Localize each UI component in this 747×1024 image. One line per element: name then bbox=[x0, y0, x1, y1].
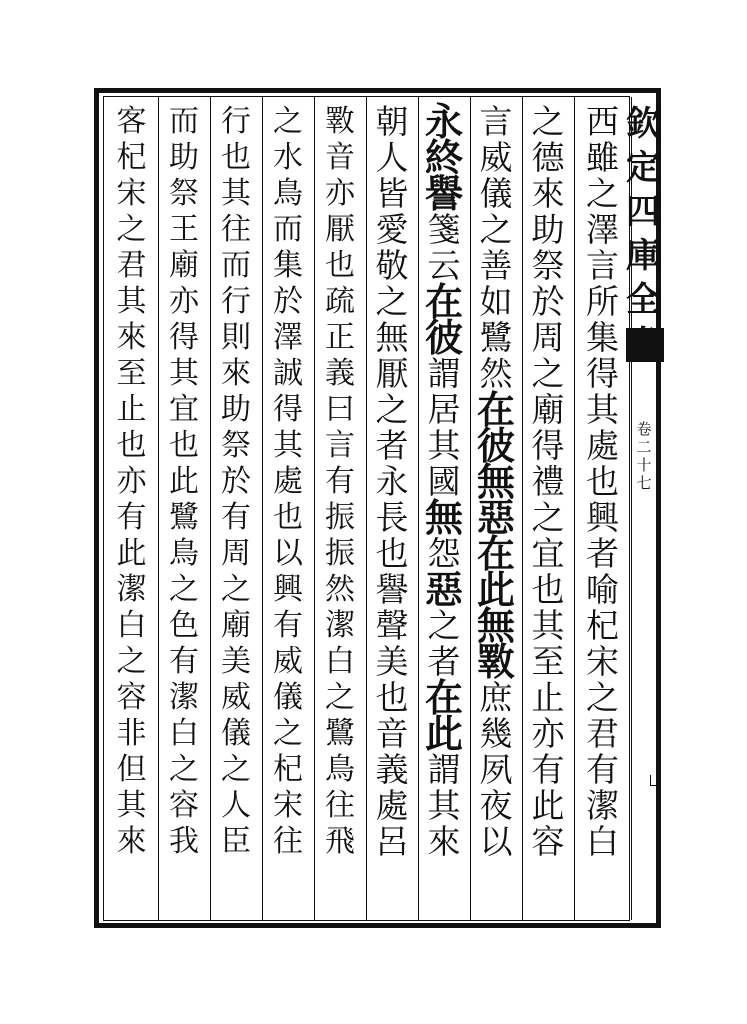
text-char: 來 bbox=[221, 356, 251, 391]
text-char: 客 bbox=[116, 104, 147, 139]
text-char: 有 bbox=[586, 750, 619, 789]
text-char: 周 bbox=[221, 536, 251, 571]
text-column bbox=[418, 99, 470, 914]
text-char: 得 bbox=[586, 354, 619, 393]
text-char: 集 bbox=[273, 248, 303, 283]
text-char: 廟 bbox=[531, 390, 565, 429]
text-char: 在 bbox=[476, 387, 515, 432]
text-char: 潔 bbox=[325, 608, 355, 643]
text-char: 斁 bbox=[325, 104, 355, 139]
text-char: 者 bbox=[427, 642, 461, 681]
text-char: 無 bbox=[476, 603, 515, 648]
text-char: 廟 bbox=[169, 248, 199, 283]
text-char: 興 bbox=[586, 498, 619, 537]
text-char: 水 bbox=[273, 140, 303, 175]
text-char: 無 bbox=[375, 318, 409, 357]
text-char: 行 bbox=[221, 284, 251, 319]
text-char: 彼 bbox=[424, 315, 463, 360]
text-char: 集 bbox=[586, 318, 619, 357]
text-char: 也 bbox=[531, 570, 565, 609]
text-char: 謂 bbox=[427, 354, 461, 393]
text-char: 幾 bbox=[479, 714, 513, 753]
text-char: 善 bbox=[479, 246, 513, 285]
text-column bbox=[366, 104, 418, 914]
text-char: 人 bbox=[375, 138, 409, 177]
text-char: 亦 bbox=[531, 714, 565, 753]
text-char: 其 bbox=[531, 606, 565, 645]
text-char: 儀 bbox=[479, 174, 513, 213]
text-char: 此 bbox=[169, 464, 199, 499]
title-char: 全 bbox=[626, 280, 660, 320]
text-char: 有 bbox=[116, 500, 147, 535]
juan-char: 十 bbox=[636, 456, 652, 474]
text-char: 其 bbox=[116, 788, 147, 823]
text-char: 言 bbox=[479, 102, 513, 141]
text-char: 祭 bbox=[169, 176, 199, 211]
text-char: 鷺 bbox=[169, 500, 199, 535]
text-char: 澤 bbox=[273, 320, 303, 355]
text-char: 西 bbox=[586, 102, 619, 141]
text-char: 以 bbox=[479, 822, 513, 861]
text-char: 之 bbox=[116, 644, 147, 679]
text-char: 而 bbox=[273, 212, 303, 247]
text-char: 疏 bbox=[325, 284, 355, 319]
text-char: 色 bbox=[169, 608, 199, 643]
text-char: 於 bbox=[531, 282, 565, 321]
title-char: 欽 bbox=[626, 104, 660, 144]
text-char: 鳥 bbox=[325, 752, 355, 787]
text-char: 威 bbox=[221, 680, 251, 715]
text-char: 此 bbox=[116, 536, 147, 571]
text-char: 誠 bbox=[273, 356, 303, 391]
text-char: 我 bbox=[169, 824, 199, 859]
text-char: 美 bbox=[221, 644, 251, 679]
text-char: 之 bbox=[531, 102, 565, 141]
text-char: 者 bbox=[586, 534, 619, 573]
text-char: 則 bbox=[221, 320, 251, 355]
text-char: 於 bbox=[221, 464, 251, 499]
text-char: 之 bbox=[169, 752, 199, 787]
text-char: 厭 bbox=[325, 212, 355, 247]
text-char: 行 bbox=[221, 104, 251, 139]
text-char: 白 bbox=[169, 716, 199, 751]
text-char: 之 bbox=[375, 282, 409, 321]
text-char: 惡 bbox=[476, 495, 515, 540]
text-char: 來 bbox=[116, 320, 147, 355]
juan-label bbox=[631, 420, 657, 492]
text-char: 威 bbox=[273, 644, 303, 679]
text-char: 鳥 bbox=[273, 176, 303, 211]
text-char: 以 bbox=[273, 536, 303, 571]
text-char: 威 bbox=[479, 138, 513, 177]
text-char: 也 bbox=[273, 500, 303, 535]
text-char: 之 bbox=[531, 354, 565, 393]
text-column bbox=[470, 104, 522, 914]
text-char: 周 bbox=[531, 318, 565, 357]
text-char: 音 bbox=[375, 714, 409, 753]
text-char: 至 bbox=[116, 356, 147, 391]
text-char: 來 bbox=[427, 822, 461, 861]
text-char: 也 bbox=[325, 248, 355, 283]
text-char: 之 bbox=[221, 572, 251, 607]
text-char: 得 bbox=[531, 426, 565, 465]
text-char: 國 bbox=[427, 462, 461, 501]
text-char: 斁 bbox=[476, 639, 515, 684]
text-char: 君 bbox=[586, 714, 619, 753]
text-char: 也 bbox=[169, 428, 199, 463]
text-char: 鷺 bbox=[325, 716, 355, 751]
text-char: 之 bbox=[273, 716, 303, 751]
text-char: 其 bbox=[427, 426, 461, 465]
text-char: 永 bbox=[375, 462, 409, 501]
text-char: 有 bbox=[325, 464, 355, 499]
text-char: 此 bbox=[476, 567, 515, 612]
text-char: 居 bbox=[427, 390, 461, 429]
text-char: 也 bbox=[375, 678, 409, 717]
text-char: 而 bbox=[221, 248, 251, 283]
text-char: 來 bbox=[116, 824, 147, 859]
text-char: 朝 bbox=[375, 102, 409, 141]
text-char: 長 bbox=[375, 498, 409, 537]
text-char: 白 bbox=[586, 822, 619, 861]
text-char: 王 bbox=[169, 212, 199, 247]
text-char: 有 bbox=[273, 608, 303, 643]
text-char: 義 bbox=[375, 750, 409, 789]
text-char: 祭 bbox=[221, 428, 251, 463]
text-char: 其 bbox=[586, 390, 619, 429]
text-char: 宜 bbox=[169, 392, 199, 427]
text-char: 澤 bbox=[586, 210, 619, 249]
book-title bbox=[620, 102, 666, 366]
text-char: 曰 bbox=[325, 392, 355, 427]
title-char: 定 bbox=[626, 148, 660, 188]
text-char: 容 bbox=[531, 822, 565, 861]
text-char: 之 bbox=[221, 752, 251, 787]
text-char: 庶 bbox=[479, 678, 513, 717]
text-char: 之 bbox=[586, 174, 619, 213]
text-char: 白 bbox=[116, 608, 147, 643]
text-char: 亦 bbox=[169, 284, 199, 319]
text-char: 往 bbox=[273, 824, 303, 859]
juan-char: 二 bbox=[636, 438, 652, 456]
text-char: 其 bbox=[169, 356, 199, 391]
fish-tail-mark bbox=[626, 328, 664, 362]
text-char: 之 bbox=[116, 212, 147, 247]
text-char: 亦 bbox=[325, 176, 355, 211]
margin-mark bbox=[650, 775, 659, 786]
text-char: 夙 bbox=[479, 750, 513, 789]
text-char: 譽 bbox=[424, 171, 463, 216]
text-char: 之 bbox=[325, 680, 355, 715]
text-char: 之 bbox=[375, 390, 409, 429]
text-char: 正 bbox=[325, 320, 355, 355]
text-char: 也 bbox=[375, 534, 409, 573]
text-char: 在 bbox=[424, 675, 463, 720]
text-char: 厭 bbox=[375, 354, 409, 393]
text-char: 杞 bbox=[586, 606, 619, 645]
text-char: 彼 bbox=[476, 423, 515, 468]
text-char: 其 bbox=[116, 284, 147, 319]
text-char: 德 bbox=[531, 138, 565, 177]
text-char: 有 bbox=[221, 500, 251, 535]
text-char: 禮 bbox=[531, 462, 565, 501]
text-char: 其 bbox=[221, 176, 251, 211]
text-char: 終 bbox=[424, 135, 463, 180]
text-char: 也 bbox=[116, 428, 147, 463]
text-char: 容 bbox=[116, 680, 147, 715]
text-char: 然 bbox=[479, 354, 513, 393]
text-char: 也 bbox=[221, 140, 251, 175]
text-char: 在 bbox=[424, 279, 463, 324]
text-char: 此 bbox=[531, 786, 565, 825]
text-char: 振 bbox=[325, 500, 355, 535]
text-char: 助 bbox=[221, 392, 251, 427]
text-char: 往 bbox=[325, 788, 355, 823]
text-char: 往 bbox=[221, 212, 251, 247]
text-char: 無 bbox=[476, 459, 515, 504]
text-char: 之 bbox=[169, 572, 199, 607]
text-char: 鳥 bbox=[169, 536, 199, 571]
text-char: 有 bbox=[531, 750, 565, 789]
text-char: 亦 bbox=[116, 464, 147, 499]
text-char: 飛 bbox=[325, 824, 355, 859]
text-char: 者 bbox=[375, 426, 409, 465]
text-char: 言 bbox=[325, 428, 355, 463]
text-char: 而 bbox=[169, 104, 199, 139]
text-char: 宋 bbox=[273, 788, 303, 823]
text-column bbox=[262, 104, 314, 914]
text-char: 臣 bbox=[221, 824, 251, 859]
text-char: 容 bbox=[169, 788, 199, 823]
text-char: 之 bbox=[273, 104, 303, 139]
text-char: 所 bbox=[586, 282, 619, 321]
text-char: 怨 bbox=[427, 534, 461, 573]
text-char: 助 bbox=[531, 210, 565, 249]
text-char: 鷺 bbox=[479, 318, 513, 357]
juan-char: 卷 bbox=[636, 420, 652, 438]
text-char: 喻 bbox=[586, 570, 619, 609]
text-char: 夜 bbox=[479, 786, 513, 825]
text-char: 其 bbox=[427, 786, 461, 825]
text-char: 但 bbox=[116, 752, 147, 787]
text-char: 然 bbox=[325, 572, 355, 607]
text-char: 興 bbox=[273, 572, 303, 607]
text-char: 潔 bbox=[169, 680, 199, 715]
text-char: 儀 bbox=[273, 680, 303, 715]
text-char: 聲 bbox=[375, 606, 409, 645]
text-char: 惡 bbox=[424, 567, 463, 612]
text-char: 無 bbox=[424, 495, 463, 540]
text-char: 至 bbox=[531, 642, 565, 681]
text-char: 處 bbox=[375, 786, 409, 825]
text-char: 宜 bbox=[531, 534, 565, 573]
juan-char: 七 bbox=[636, 474, 652, 492]
text-char: 有 bbox=[169, 644, 199, 679]
text-column bbox=[105, 104, 158, 914]
text-char: 來 bbox=[531, 174, 565, 213]
text-char: 振 bbox=[325, 536, 355, 571]
text-char: 處 bbox=[586, 426, 619, 465]
text-char: 譽 bbox=[375, 570, 409, 609]
text-char: 之 bbox=[586, 678, 619, 717]
text-char: 止 bbox=[531, 678, 565, 717]
title-char: 庫 bbox=[626, 236, 660, 276]
text-char: 美 bbox=[375, 642, 409, 681]
text-char: 處 bbox=[273, 464, 303, 499]
text-char: 止 bbox=[116, 392, 147, 427]
text-char: 得 bbox=[169, 320, 199, 355]
text-char: 敬 bbox=[375, 246, 409, 285]
text-char: 非 bbox=[116, 716, 147, 751]
text-char: 如 bbox=[479, 282, 513, 321]
text-char: 雖 bbox=[586, 138, 619, 177]
text-char: 潔 bbox=[116, 572, 147, 607]
text-char: 杞 bbox=[273, 752, 303, 787]
text-char: 祭 bbox=[531, 246, 565, 285]
text-char: 永 bbox=[424, 99, 463, 144]
text-char: 之 bbox=[479, 210, 513, 249]
text-column bbox=[210, 104, 262, 914]
text-column bbox=[158, 104, 210, 914]
text-char: 之 bbox=[531, 498, 565, 537]
text-char: 之 bbox=[427, 606, 461, 645]
text-column bbox=[522, 104, 574, 914]
text-char: 宋 bbox=[116, 176, 147, 211]
text-column bbox=[314, 104, 366, 914]
text-char: 助 bbox=[169, 140, 199, 175]
text-char: 言 bbox=[586, 246, 619, 285]
text-char: 謂 bbox=[427, 750, 461, 789]
text-char: 得 bbox=[273, 392, 303, 427]
text-char: 呂 bbox=[375, 822, 409, 861]
text-char: 於 bbox=[273, 284, 303, 319]
text-char: 人 bbox=[221, 788, 251, 823]
title-char: 四 bbox=[626, 192, 660, 232]
text-char: 云 bbox=[427, 246, 461, 285]
text-char: 儀 bbox=[221, 716, 251, 751]
text-char: 潔 bbox=[586, 786, 619, 825]
text-char: 皆 bbox=[375, 174, 409, 213]
text-char: 宋 bbox=[586, 642, 619, 681]
text-char: 愛 bbox=[375, 210, 409, 249]
text-char: 君 bbox=[116, 248, 147, 283]
text-char: 在 bbox=[476, 531, 515, 576]
text-char: 廟 bbox=[221, 608, 251, 643]
text-char: 義 bbox=[325, 356, 355, 391]
text-char: 白 bbox=[325, 644, 355, 679]
text-char: 音 bbox=[325, 140, 355, 175]
text-char: 也 bbox=[586, 462, 619, 501]
text-char: 此 bbox=[424, 711, 463, 756]
text-char: 其 bbox=[273, 428, 303, 463]
text-char: 杞 bbox=[116, 140, 147, 175]
text-char: 箋 bbox=[427, 210, 461, 249]
